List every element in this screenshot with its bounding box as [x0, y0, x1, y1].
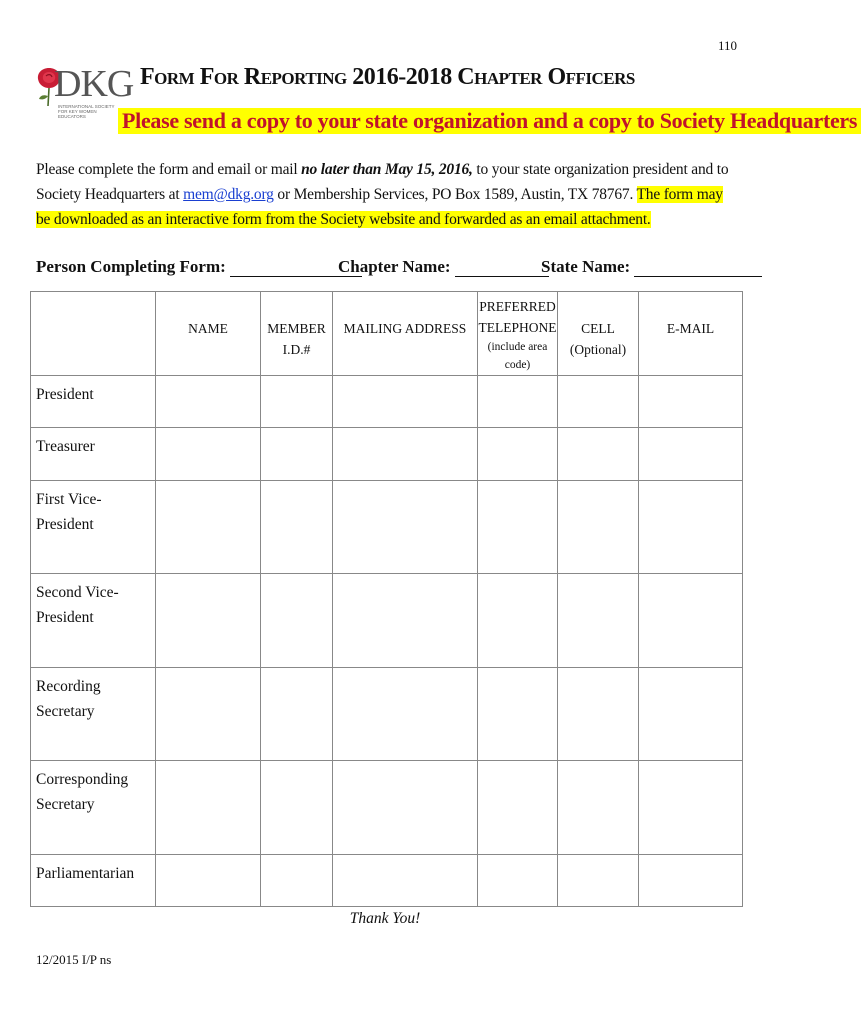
form-subtitle: Please send a copy to your state organization and a copy to Society Headquarters — [118, 108, 861, 134]
header-mailing-address: MAILING ADDRESS — [333, 292, 478, 376]
form-header-fields — [36, 257, 741, 283]
member-id-cell[interactable] — [261, 428, 333, 480]
table-row — [31, 376, 743, 428]
telephone-cell[interactable] — [478, 480, 558, 573]
instructions-part2: to your state organization president and to Society Headquarters at — [36, 161, 729, 203]
role-parliamentarian: Parliamentarian — [31, 854, 156, 907]
chapter-name-field — [338, 257, 549, 277]
role-first-vice-president: First Vice-President — [31, 480, 156, 573]
telephone-cell[interactable] — [478, 761, 558, 854]
role-recording-secretary: Recording Secretary — [31, 667, 156, 760]
name-cell[interactable] — [156, 761, 261, 854]
email-cell[interactable] — [639, 480, 743, 573]
logo-subtext: INTERNATIONAL SOCIETY FOR KEY WOMEN EDUCATORS — [58, 104, 115, 119]
name-cell[interactable] — [156, 574, 261, 667]
table-row — [31, 854, 743, 907]
state-name-field — [541, 257, 762, 277]
officers-table — [30, 291, 743, 907]
thank-you-text: Thank You! — [349, 910, 421, 927]
header-telephone: PREFERRED TELEPHONE (include area code) — [478, 292, 558, 376]
cell-phone-cell[interactable] — [558, 480, 639, 573]
name-cell[interactable] — [156, 480, 261, 573]
header-name: NAME — [156, 292, 261, 376]
header-email: E-MAIL — [639, 292, 743, 376]
instructions-part1: Please complete the form and email or mail — [36, 161, 302, 178]
form-title: Form For Reporting 2016-2018 Chapter Officers — [140, 64, 635, 90]
deadline-text: no later than May 15, 2016, — [301, 161, 473, 178]
email-cell[interactable] — [639, 574, 743, 667]
email-cell[interactable] — [639, 761, 743, 854]
header-cell: CELL (Optional) — [558, 292, 639, 376]
member-id-cell[interactable] — [261, 574, 333, 667]
table-row — [31, 428, 743, 480]
address-cell[interactable] — [333, 854, 478, 907]
cell-phone-cell[interactable] — [558, 854, 639, 907]
person-completing-field — [36, 257, 362, 277]
email-cell[interactable] — [639, 854, 743, 907]
email-cell[interactable] — [639, 428, 743, 480]
footer-code: 12/2015 I/P ns — [36, 952, 112, 967]
cell-phone-cell[interactable] — [558, 376, 639, 428]
telephone-cell[interactable] — [478, 854, 558, 907]
dkg-logo — [34, 63, 134, 124]
header-member-id: MEMBER I.D.# — [261, 292, 333, 376]
table-row — [31, 761, 743, 854]
role-corresponding-secretary: Corresponding Secretary — [31, 761, 156, 854]
email-link[interactable]: mem@dkg.org — [183, 186, 274, 203]
telephone-cell[interactable] — [478, 376, 558, 428]
cell-phone-cell[interactable] — [558, 667, 639, 760]
table-row — [31, 667, 743, 760]
member-id-cell[interactable] — [261, 761, 333, 854]
telephone-cell[interactable] — [478, 574, 558, 667]
table-header-row — [31, 292, 743, 376]
role-second-vice-president: Second Vice-President — [31, 574, 156, 667]
member-id-cell[interactable] — [261, 667, 333, 760]
header-role — [31, 292, 156, 376]
address-cell[interactable] — [333, 574, 478, 667]
member-id-cell[interactable] — [261, 480, 333, 573]
email-cell[interactable] — [639, 376, 743, 428]
state-name-input[interactable] — [634, 258, 762, 277]
role-president: President — [31, 376, 156, 428]
chapter-name-input[interactable] — [455, 258, 549, 277]
member-id-cell[interactable] — [261, 854, 333, 907]
logo-text: DKG — [54, 63, 134, 105]
telephone-cell[interactable] — [478, 667, 558, 760]
role-treasurer: Treasurer — [31, 428, 156, 480]
address-cell[interactable] — [333, 428, 478, 480]
cell-phone-cell[interactable] — [558, 428, 639, 480]
address-cell[interactable] — [333, 480, 478, 573]
table-row — [31, 480, 743, 573]
state-name-label: State Name: — [541, 257, 631, 276]
cell-phone-cell[interactable] — [558, 761, 639, 854]
email-cell[interactable] — [639, 667, 743, 760]
instructions — [36, 157, 736, 232]
name-cell[interactable] — [156, 376, 261, 428]
page-number: 110 — [718, 38, 738, 53]
table-row — [31, 574, 743, 667]
name-cell[interactable] — [156, 428, 261, 480]
name-cell[interactable] — [156, 667, 261, 760]
person-completing-label: Person Completing Form: — [36, 257, 226, 276]
telephone-cell[interactable] — [478, 428, 558, 480]
address-cell[interactable] — [333, 667, 478, 760]
instructions-highlight: The form may be downloaded as an interactive form from the Society website and forwarded as an email attachment. — [36, 186, 723, 228]
address-cell[interactable] — [333, 376, 478, 428]
address-cell[interactable] — [333, 761, 478, 854]
chapter-name-label: Chapter Name: — [338, 257, 451, 276]
name-cell[interactable] — [156, 854, 261, 907]
member-id-cell[interactable] — [261, 376, 333, 428]
instructions-part3: or Membership Services, PO Box 1589, Austin, TX 78767. — [273, 186, 637, 203]
cell-phone-cell[interactable] — [558, 574, 639, 667]
